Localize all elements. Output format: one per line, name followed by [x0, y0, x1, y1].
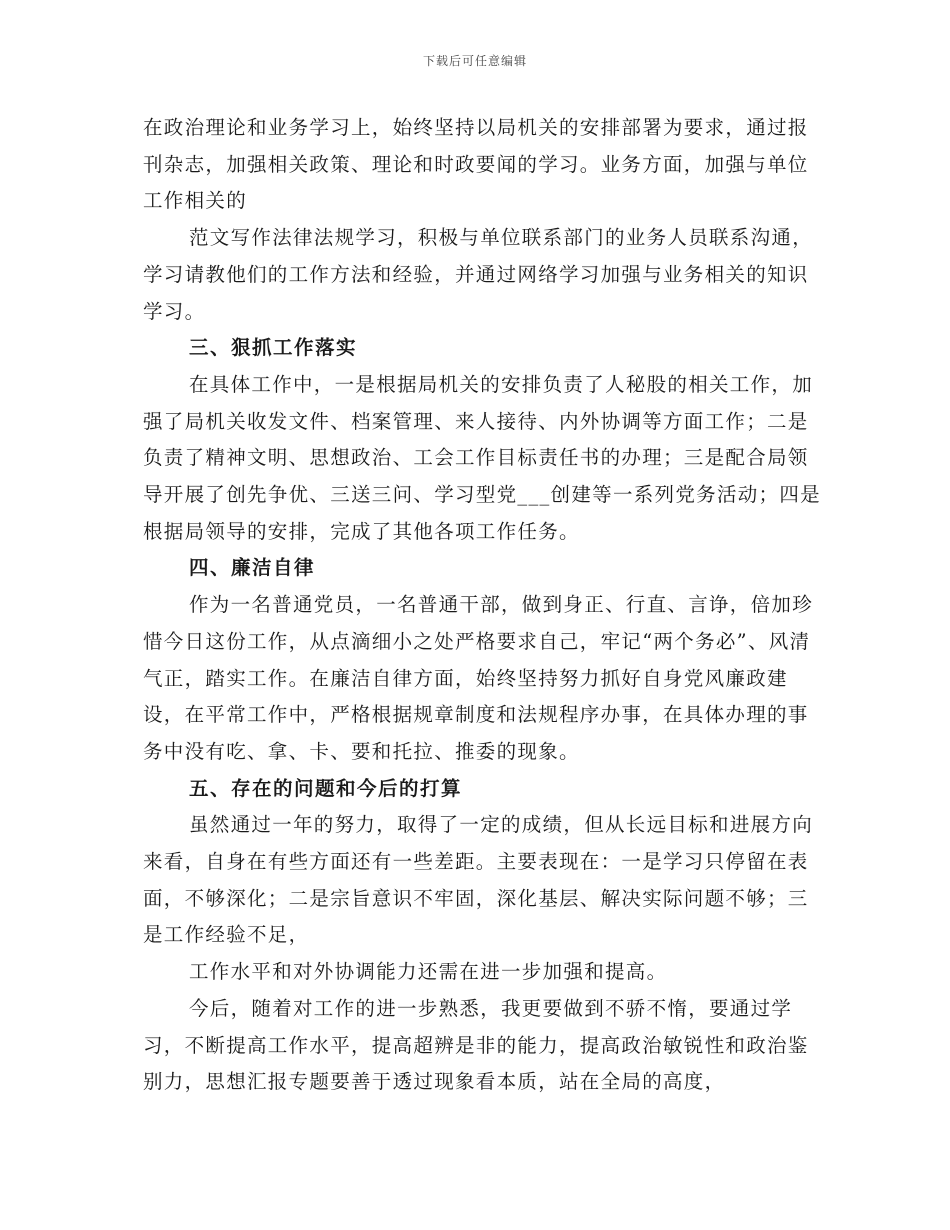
page-header: 下载后可任意编辑 [422, 54, 527, 68]
paragraph-study: 在政治理论和业务学习上，始终坚持以局机关的安排部署为要求，通过报刊杂志，加强相关政策、理论和时政要闻的学习。业务方面，加强与单位工作相关的 [143, 116, 809, 213]
paragraph-problems: 虽然通过一年的努力，取得了一定的成绩，但从长远目标和进展方向来看，自身在有些方面还有一些差距。主要表现在：一是学习只停留在表面，不够深化；二是宗旨意识不牢固，深化基层、解决实际问题不够；三是工作经验不足， [143, 813, 814, 947]
section-heading-work: 三、狠抓工作落实 [189, 336, 358, 360]
section-heading-integrity: 四、廉洁自律 [189, 556, 316, 580]
paragraph-law-study: 范文写作法律法规学习，积极与单位联系部门的业务人员联系沟通，学习请教他们的工作方法和经验，并通过网络学习加强与业务相关的知识学习。 [143, 226, 814, 323]
paragraph-integrity: 作为一名普通党员，一名普通干部，做到身正、行直、言诤，倍加珍惜今日这份工作，从点滴细小之处严格要求自己，牢记“两个务必”、风清气正，踏实工作。在廉洁自律方面，始终坚持努力抓好自身党风廉政建设，在平常工作中，严格根据规章制度和法规程序办事，在具体办理的事务中没有吃、拿、卡、要和托拉、推委的现象。 [143, 593, 814, 763]
paragraph-work: 在具体工作中，一是根据局机关的安排负责了人秘股的相关工作，加强了局机关收发文件、档案管理、来人接待、内外协调等方面工作；二是负责了精神文明、思想政治、工会工作目标责任书的办理；三是配合局领导开展了创先争优、三送三问、学习型党___创建等一系列党务活动；四是根据局领导的安排，完成了其他各项工作任务。 [143, 372, 821, 543]
document-body [143, 110, 823, 1101]
section-heading-problems: 五、存在的问题和今后的打算 [189, 776, 463, 800]
paragraph-future: 今后，随着对工作的进一步熟悉，我更要做到不骄不惰，要通过学习，不断提高工作水平，提高超辨是非的能力，提高政治敏锐性和政治鉴别力，思想汇报专题要善于透过现象看本质，站在全局的高度， [143, 996, 809, 1094]
paragraph-improvement: 工作水平和对外协调能力还需在进一步加强和提高。 [189, 960, 668, 984]
